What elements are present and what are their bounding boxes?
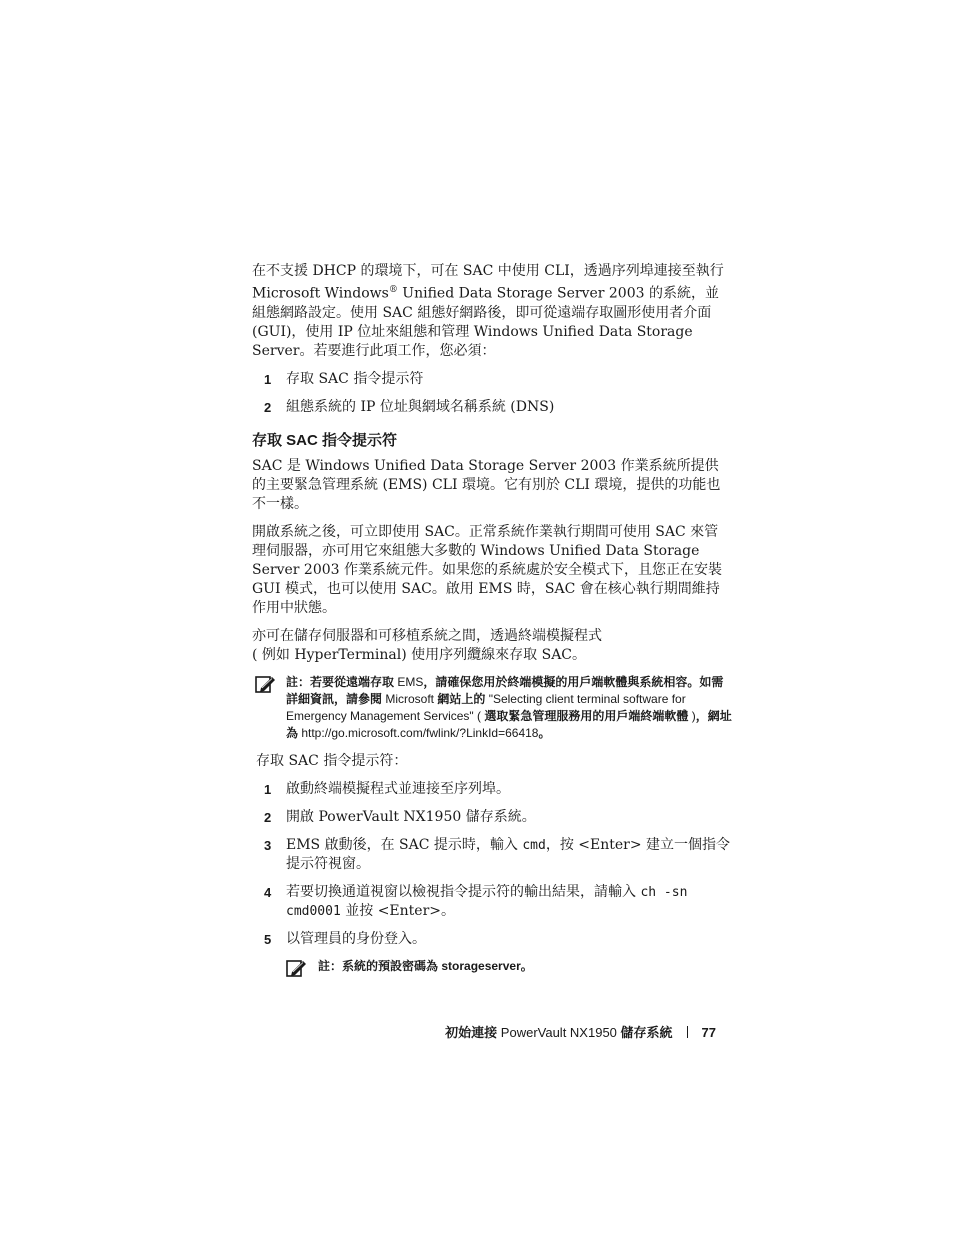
requirements-list — [252, 370, 732, 417]
steps-intro: 存取 SAC 指令提示符： — [256, 752, 408, 769]
url-text: http://go.microsoft.com/fwlink/?LinkId=66418 — [301, 725, 539, 740]
steps-list — [252, 780, 732, 949]
note-pencil-icon — [286, 958, 308, 978]
list-item: 4 若要切換通道視窗以檢視指令提示符的輸出結果，請輸入 ch -sn cmd0001 並按 <Enter>。 — [264, 883, 688, 919]
section-paragraph-3: 亦可在儲存伺服器和可移植系統之間，透過終端模擬程式 ( 例如 HyperTerminal) 使用序列纜線來存取 SAC。 — [252, 627, 602, 663]
page-number: 77 — [701, 1025, 716, 1040]
code-channel: ch -sn cmd0001 — [286, 884, 688, 919]
registered-mark: ® — [388, 285, 398, 295]
footer-divider — [687, 1026, 688, 1038]
note-box-password: 註：系統的預設密碼為 storageserver。 — [286, 958, 732, 975]
section-paragraph-1: SAC 是 Windows Unified Data Storage Server 2003 作業系統所提供的主要緊急管理系統 (EMS) CLI 環境。它有別於 CLI 環境，提供的功能也不一樣。 — [252, 457, 721, 512]
list-item: 5 以管理員的身份登入。 — [264, 930, 426, 947]
intro-paragraph — [252, 262, 732, 361]
code-cmd: cmd — [522, 837, 546, 853]
list-item: 2 組態系統的 IP 位址與網域名稱系統 (DNS) — [264, 398, 555, 415]
page-footer: 初始連接 PowerVault NX1950 儲存系統 77 — [445, 1025, 716, 1040]
section-heading: 存取 SAC 指令提示符 — [252, 431, 398, 449]
intro-text-1: 在不支援 DHCP 的環境下，可在 SAC 中使用 CLI，透過序列埠連接至執行 Microsoft Windows — [252, 263, 724, 302]
intro-text-2: Unified Data Storage Server 2003 的系統，並組態網路設定。使用 SAC 組態好網路後，即可從遠端存取圖形使用者介面 (GUI)，使用 IP 位址來組態和管理 Windows Unified Data Storage Server。若要進行此項工作，您必須： — [252, 285, 719, 359]
list-item: 3 EMS 啟動後，在 SAC 提示時，輸入 cmd，按 <Enter> 建立一個指令提示符視窗。 — [264, 836, 731, 872]
list-item: 1 啟動終端模擬程式並連接至序列埠。 — [264, 780, 510, 797]
note-pencil-icon — [255, 674, 277, 694]
list-item: 1 存取 SAC 指令提示符 — [264, 370, 424, 387]
note-box: 註：若要從遠端存取 EMS，請確保您用於終端模擬的用戶端軟體與系統相容。如需詳細資訊，請參閱 Microsoft 網站上的 "Selecting client terminal software for Emergency Management Services" ( 選取緊急管理服務用的用戶端終端軟體 )，網址為 http://go.microsoft.com/fwlink/?LinkId=66418。 — [252, 674, 732, 742]
page-content — [252, 262, 732, 975]
list-item: 2 開啟 PowerVault NX1950 儲存系統。 — [264, 808, 536, 825]
section-paragraph-2: 開啟系統之後，可立即使用 SAC。正常系統作業執行期間可使用 SAC 來管理伺服器，亦可用它來組態大多數的 Windows Unified Data Storage Server 2003 作業系統元件。如果您的系統處於安全模式下，且您正在安裝 GUI 模式，也可以使用 SAC。啟用 EMS 時，SAC 會在核心執行期間維持作用中狀態。 — [252, 523, 722, 616]
